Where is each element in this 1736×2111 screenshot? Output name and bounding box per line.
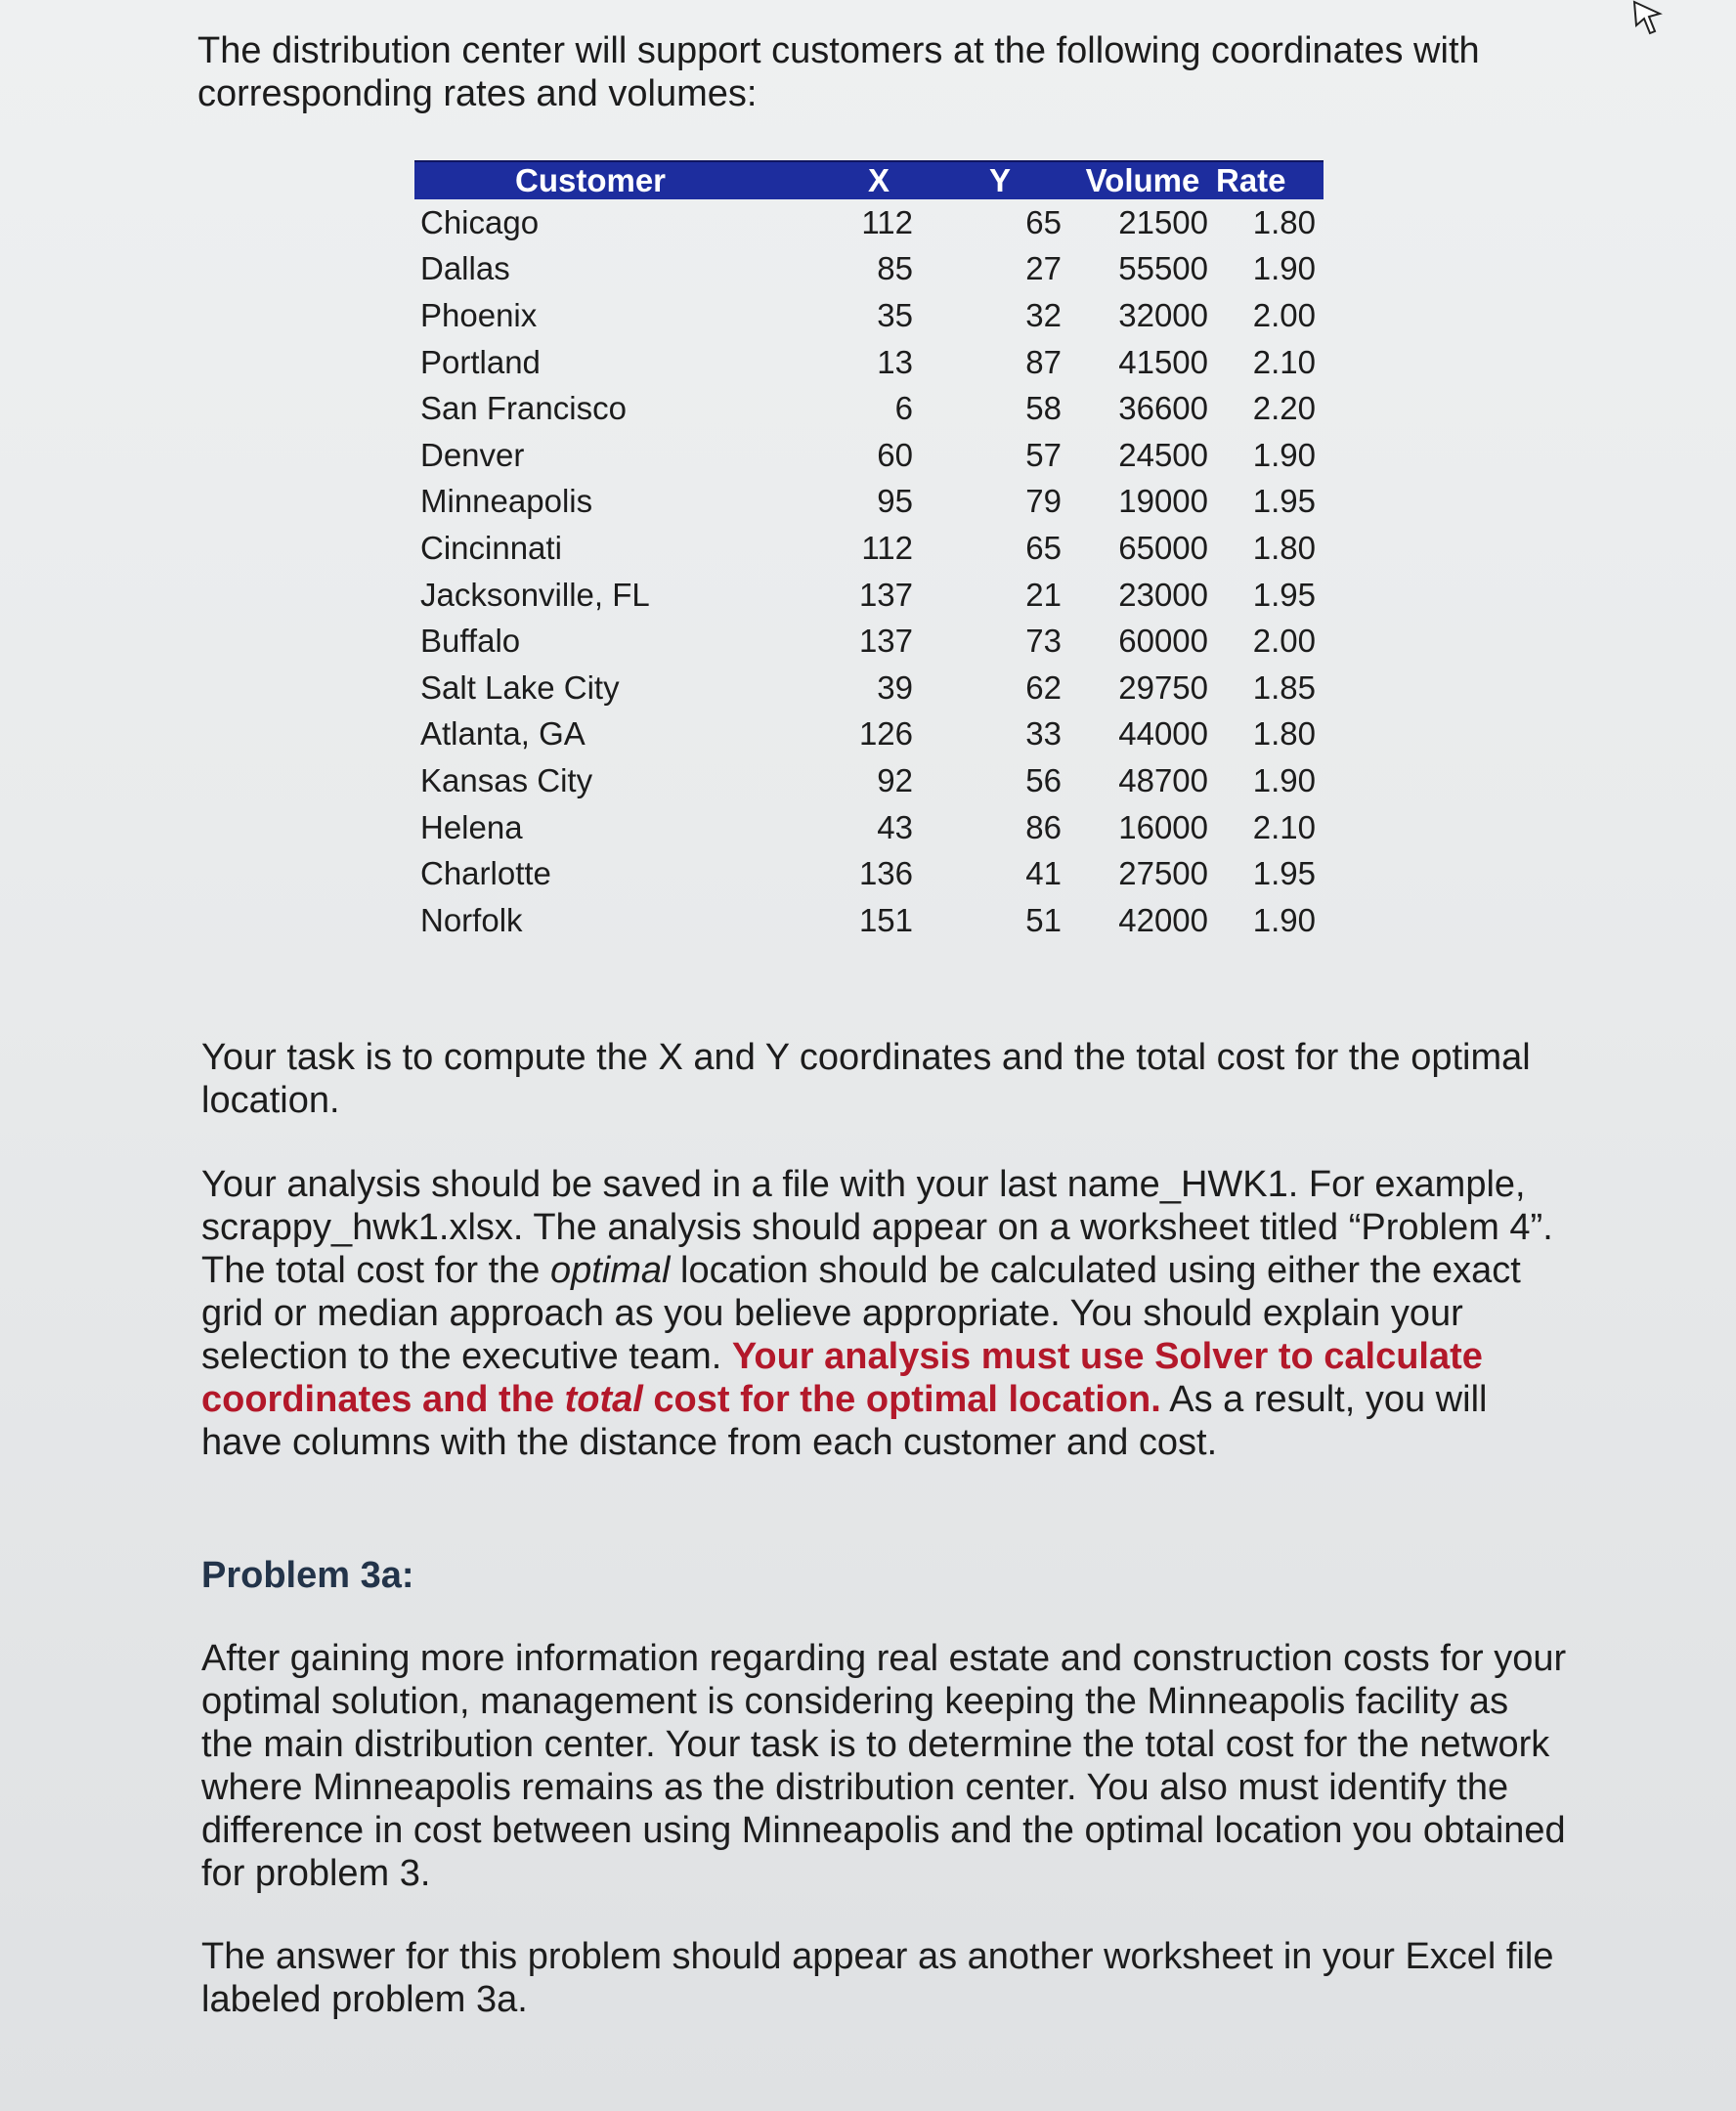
customer-name-cell: Salt Lake City (420, 668, 620, 706)
customer-name-cell: San Francisco (420, 390, 627, 427)
rate-cell: 2.00 (1252, 623, 1316, 660)
customer-name-cell: Buffalo (420, 623, 521, 660)
header-customer: Customer (414, 161, 766, 199)
task-text: Your task is to compute the X and Y coordinates and the total cost for the optimal location. (201, 1037, 1531, 1121)
y-coordinate-cell: 62 (1025, 668, 1062, 706)
table-row (414, 618, 1324, 665)
rate-cell: 1.80 (1252, 203, 1316, 240)
volume-cell: 29750 (1118, 668, 1208, 706)
analysis-text (201, 1163, 1570, 1464)
volume-cell: 16000 (1118, 808, 1208, 845)
table-row (414, 525, 1324, 572)
rate-cell: 1.80 (1252, 715, 1316, 753)
x-coordinate-cell: 137 (858, 623, 913, 660)
y-coordinate-cell: 27 (1025, 250, 1062, 287)
table-row (414, 897, 1324, 944)
x-coordinate-cell: 126 (858, 715, 913, 753)
x-coordinate-cell: 35 (877, 296, 913, 333)
analysis-part3: As a result, you will have columns with the distance from each customer and cost. (201, 1379, 1488, 1463)
y-coordinate-cell: 21 (1025, 576, 1062, 613)
answer-instruction-text: The answer for this problem should appear as another worksheet in your Excel file labeled problem 3a. (201, 1936, 1554, 2020)
rate-cell: 2.10 (1252, 343, 1316, 380)
table-row (414, 711, 1324, 758)
table-row (414, 850, 1324, 897)
customer-name-cell: Minneapolis (420, 483, 593, 520)
rate-cell: 1.90 (1252, 901, 1316, 938)
customer-table (414, 160, 1324, 944)
table-row (414, 385, 1324, 432)
x-coordinate-cell: 136 (858, 855, 913, 892)
y-coordinate-cell: 33 (1025, 715, 1062, 753)
mouse-pointer-icon (1630, 0, 1670, 35)
volume-cell: 41500 (1118, 343, 1208, 380)
table-header-row (414, 161, 1324, 199)
rate-cell: 2.10 (1252, 808, 1316, 845)
volume-cell: 24500 (1118, 436, 1208, 473)
table-row (414, 479, 1324, 526)
rate-cell: 1.95 (1252, 576, 1316, 613)
y-coordinate-cell: 79 (1025, 483, 1062, 520)
customer-name-cell: Cincinnati (420, 529, 562, 566)
rate-cell: 1.90 (1252, 250, 1316, 287)
volume-cell: 21500 (1118, 203, 1208, 240)
problem-3a-heading: Problem 3a: (201, 1555, 414, 1596)
customer-name-cell: Charlotte (420, 855, 551, 892)
rate-cell: 1.80 (1252, 529, 1316, 566)
volume-cell: 19000 (1118, 483, 1208, 520)
y-coordinate-cell: 65 (1025, 529, 1062, 566)
solver-requirement-part2: cost for the optimal location. (642, 1379, 1161, 1420)
x-coordinate-cell: 60 (877, 436, 913, 473)
y-coordinate-cell: 56 (1025, 761, 1062, 798)
x-coordinate-cell: 92 (877, 761, 913, 798)
customer-name-cell: Jacksonville, FL (420, 576, 650, 613)
y-coordinate-cell: 58 (1025, 390, 1062, 427)
volume-cell: 32000 (1118, 296, 1208, 333)
x-coordinate-cell: 39 (877, 668, 913, 706)
volume-cell: 23000 (1118, 576, 1208, 613)
customer-name-cell: Kansas City (420, 761, 593, 798)
customer-name-cell: Atlanta, GA (420, 715, 586, 753)
solver-requirement-italic-total: total (564, 1379, 643, 1420)
x-coordinate-cell: 151 (858, 901, 913, 938)
rate-cell: 1.90 (1252, 761, 1316, 798)
customer-name-cell: Dallas (420, 250, 510, 287)
rate-cell: 1.85 (1252, 668, 1316, 706)
header-x: X (766, 161, 923, 199)
table-row (414, 292, 1324, 339)
customer-name-cell: Denver (420, 436, 525, 473)
volume-cell: 48700 (1118, 761, 1208, 798)
analysis-part2: location should be calculated using either the exact grid or median approach as you believe appropriate. You should explain your selection to the executive team. (201, 1250, 1521, 1377)
table-row (414, 757, 1324, 804)
volume-cell: 55500 (1118, 250, 1208, 287)
customer-table-wrap (414, 160, 1324, 944)
y-coordinate-cell: 73 (1025, 623, 1062, 660)
y-coordinate-cell: 57 (1025, 436, 1062, 473)
y-coordinate-cell: 87 (1025, 343, 1062, 380)
customer-name-cell: Portland (420, 343, 541, 380)
x-coordinate-cell: 112 (861, 203, 913, 240)
y-coordinate-cell: 65 (1025, 203, 1062, 240)
volume-cell: 44000 (1118, 715, 1208, 753)
table-row (414, 804, 1324, 851)
customer-name-cell: Chicago (420, 203, 540, 240)
table-row (414, 246, 1324, 293)
x-coordinate-cell: 137 (858, 576, 913, 613)
customer-name-cell: Norfolk (420, 901, 523, 938)
volume-cell: 36600 (1118, 390, 1208, 427)
y-coordinate-cell: 32 (1025, 296, 1062, 333)
table-row (414, 199, 1324, 246)
x-coordinate-cell: 43 (877, 808, 913, 845)
volume-cell: 42000 (1118, 901, 1208, 938)
table-row (414, 572, 1324, 619)
rate-cell: 2.20 (1252, 390, 1316, 427)
header-rate: Rate (1216, 161, 1324, 199)
analysis-italic-optimal: optimal (549, 1250, 671, 1291)
solver-requirement-part1: Your analysis must use Solver to calculate coordinates and the (201, 1336, 1483, 1420)
header-volume: Volume (1069, 161, 1216, 199)
customer-name-cell: Helena (420, 808, 523, 845)
volume-cell: 65000 (1118, 529, 1208, 566)
volume-cell: 60000 (1118, 623, 1208, 660)
table-row (414, 339, 1324, 386)
rate-cell: 2.00 (1252, 296, 1316, 333)
volume-cell: 27500 (1118, 855, 1208, 892)
customer-name-cell: Phoenix (420, 296, 538, 333)
table-row (414, 432, 1324, 479)
y-coordinate-cell: 86 (1025, 808, 1062, 845)
problem-3a-text: After gaining more information regarding real estate and construction costs for your optimal solution, management is considering keeping the Minneapolis facility as the main distribution center. Your task is to determine the total cost for the network where Minneapolis remains as the distribution center. You also must identify the difference in cost between using Minneapolis and the optimal location you obtained for problem 3. (201, 1638, 1567, 1894)
x-coordinate-cell: 6 (894, 390, 913, 427)
intro-text: The distribution center will support customers at the following coordinates with corresponding rates and volumes: (197, 30, 1480, 114)
y-coordinate-cell: 51 (1025, 901, 1062, 938)
x-coordinate-cell: 112 (861, 529, 913, 566)
x-coordinate-cell: 85 (877, 250, 913, 287)
rate-cell: 1.95 (1252, 483, 1316, 520)
table-row (414, 665, 1324, 711)
x-coordinate-cell: 95 (877, 483, 913, 520)
analysis-part1: Your analysis should be saved in a file with your last name_HWK1. For example, scrappy_hwk1.xlsx. The analysis should appear on a worksheet titled “Problem 4”. The total cost for the (201, 1164, 1553, 1291)
rate-cell: 1.90 (1252, 436, 1316, 473)
table-body (414, 199, 1324, 944)
x-coordinate-cell: 13 (877, 343, 913, 380)
y-coordinate-cell: 41 (1025, 855, 1062, 892)
rate-cell: 1.95 (1252, 855, 1316, 892)
header-y: Y (923, 161, 1069, 199)
